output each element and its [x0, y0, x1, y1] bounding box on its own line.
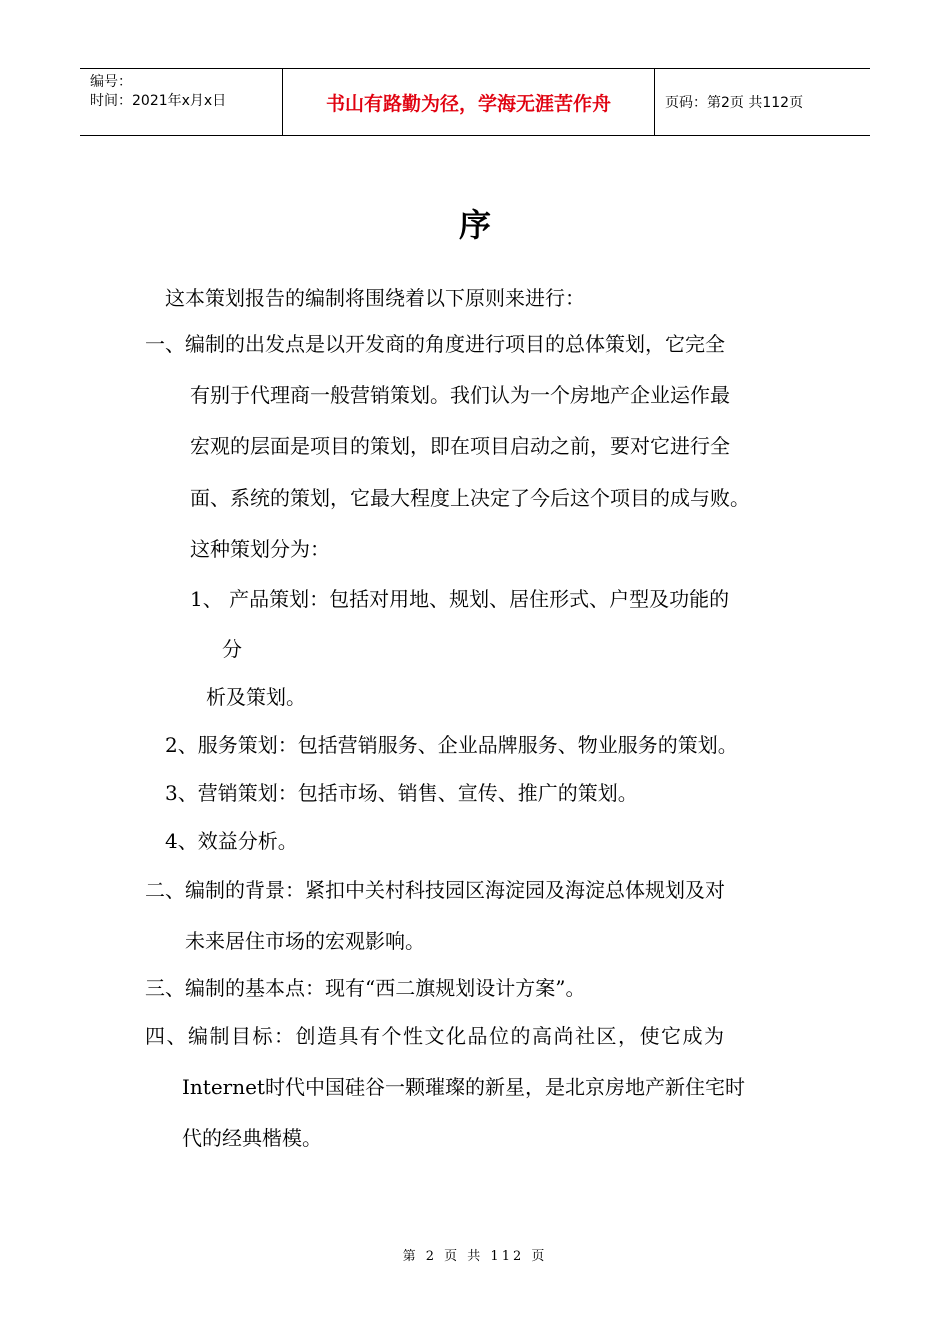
sub-item-2: 2、服务策划：包括营销服务、企业品牌服务、物业服务的策划。: [165, 733, 738, 757]
intro-line: 这本策划报告的编制将围绕着以下原则来进行：: [165, 286, 585, 310]
paragraph-4-line-2: Internet时代中国硅谷一颗璀璨的新星，是北京房地产新住宅时: [182, 1075, 745, 1099]
page-footer: 第 2 页 共 112 页: [402, 1249, 548, 1264]
paragraph-4-line-3: 代的经典楷模。: [182, 1126, 322, 1150]
sub-item-1-line-2: 分: [222, 637, 242, 661]
paragraph-4-line-1: 四、编制目标：创造具有个性文化品位的高尚社区，使它成为: [145, 1024, 726, 1048]
paragraph-1-line-5: 这种策划分为：: [190, 537, 330, 561]
page-title: 序: [458, 206, 491, 244]
sub-item-3: 3、营销策划：包括市场、销售、宣传、推广的策划。: [165, 781, 638, 805]
header-left-cell: [80, 69, 283, 135]
paragraph-1-line-4: 面、系统的策划，它最大程度上决定了今后这个项目的成与败。: [190, 486, 750, 510]
paragraph-2-line-1: 二、编制的背景：紧扣中关村科技园区海淀园及海淀总体规划及对: [145, 878, 725, 902]
header-page-info: 页码：第2页 共112页: [665, 95, 804, 111]
sub-item-1-line-3: 析及策划。: [206, 685, 306, 709]
number-label: 编号：: [90, 74, 132, 90]
paragraph-1-line-3: 宏观的层面是项目的策划，即在项目启动之前，要对它进行全: [190, 434, 730, 458]
paragraph-3: 三、编制的基本点：现有“西二旗规划设计方案”。: [145, 976, 586, 1000]
sub-item-1-line-1: 1、 产品策划：包括对用地、规划、居住形式、户型及功能的: [190, 587, 730, 611]
header-motto: 书山有路勤为径，学海无涯苦作舟: [283, 69, 655, 135]
paragraph-1-line-2: 有别于代理商一般营销策划。我们认为一个房地产企业运作最: [190, 383, 730, 407]
time-label: 时间：2021年x月x日: [90, 93, 227, 109]
page-header: [80, 68, 870, 136]
paragraph-1-line-1: 一、编制的出发点是以开发商的角度进行项目的总体策划，它完全: [145, 332, 725, 356]
paragraph-2-line-2: 未来居住市场的宏观影响。: [185, 929, 425, 953]
sub-item-4: 4、效益分析。: [165, 829, 298, 853]
